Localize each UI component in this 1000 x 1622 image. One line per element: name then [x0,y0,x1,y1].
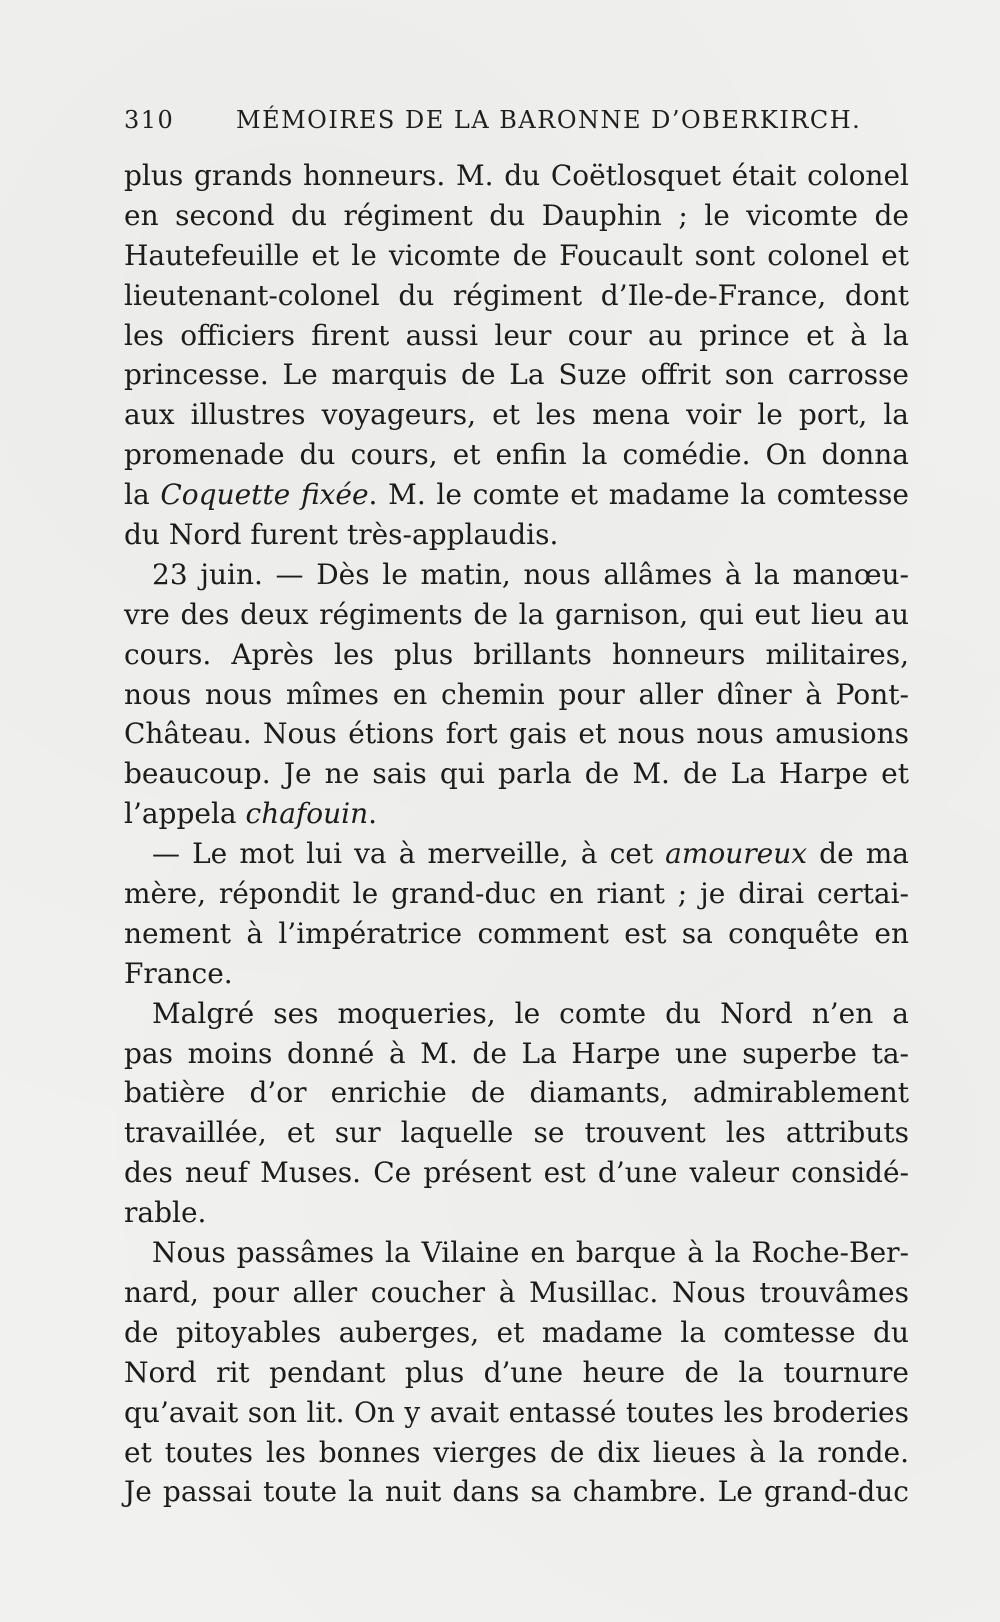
running-title: MÉMOIRES DE LA BARONNE D’OBERKIRCH. [236,106,862,134]
text-line: nous nous mîmes en chemin pour aller dîner à Pont- [124,677,909,711]
text-segment: . M. le comte et madame la comtesse [368,478,909,512]
text-segment: la [124,478,161,512]
italic-word: chafouin [245,797,369,831]
body-text [124,156,909,1512]
text-line: rable. [124,1196,207,1230]
text-line [124,794,909,834]
text-line: cours. Après les plus brillants honneurs militaires, [124,637,909,671]
text-line: princesse. Le marquis de La Suze offrit son carrosse [124,358,909,392]
text-line: nement à l’impératrice comment est sa conquête en [124,916,909,950]
text-line: pas moins donné à M. de La Harpe une superbe ta- [124,1036,909,1070]
text-line [124,834,909,874]
text-line: vre des deux régiments de la garnison, qui eut lieu au [124,597,909,631]
text-line: lieutenant-colonel du régiment d’Ile-de-France, dont [124,278,909,312]
text-line: Hautefeuille et le vicomte de Foucault sont colonel et [124,238,909,272]
page-number: 310 [124,106,175,134]
text-line: en second du régiment du Dauphin ; le vicomte de [124,198,909,232]
text-line: travaillée, et sur laquelle se trouvent les attributs [124,1116,909,1150]
text-line: des neuf Muses. Ce présent est d’une valeur considé- [124,1156,909,1190]
text-segment: de ma [807,837,909,871]
text-line: et toutes les bonnes vierges de dix lieues à la ronde. [124,1435,909,1469]
italic-word: amoureux [665,837,808,871]
text-line: de pitoyables auberges, et madame la comtesse du [124,1315,909,1349]
text-segment: l’appela [124,797,246,831]
text-line: qu’avait son lit. On y avait entassé toutes les broderies [124,1395,909,1429]
text-segment: . [368,797,378,831]
page-header [124,106,862,142]
text-line: Nord rit pendant plus d’une heure de la tournure [124,1355,909,1389]
text-line: Je passai toute la nuit dans sa chambre. Le grand-duc [124,1475,909,1509]
text-line: Malgré ses moqueries, le comte du Nord n’en a [152,996,909,1030]
play-title: Coquette fixée [160,478,369,512]
text-line: aux illustres voyageurs, et les mena voir le port, la [124,398,909,432]
text-line: plus grands honneurs. M. du Coëtlosquet était colonel [124,159,909,192]
text-line: France. [124,956,233,990]
text-line: promenade du cours, et enfin la comédie. On donna [124,438,909,472]
text-line: Château. Nous étions fort gais et nous nous amusions [124,717,909,751]
text-line: les officiers firent aussi leur cour au prince et à la [124,318,909,352]
text-line: 23 juin. — Dès le matin, nous allâmes à la manœu- [152,557,909,591]
text-line: Nous passâmes la Vilaine en barque à la Roche-Ber- [152,1236,909,1270]
text-line: batière d’or enrichie de diamants, admirablement [124,1076,909,1110]
text-line: mère, répondit le grand-duc en riant ; je dirai certai- [124,877,909,911]
text-line: beaucoup. Je ne sais qui parla de M. de La Harpe et [124,757,909,791]
text-line: du Nord furent très-applaudis. [124,518,559,552]
text-line: nard, pour aller coucher à Musillac. Nous trouvâmes [124,1275,909,1309]
text-line [124,475,909,515]
text-segment: — Le mot lui va à merveille, à cet [152,837,666,871]
